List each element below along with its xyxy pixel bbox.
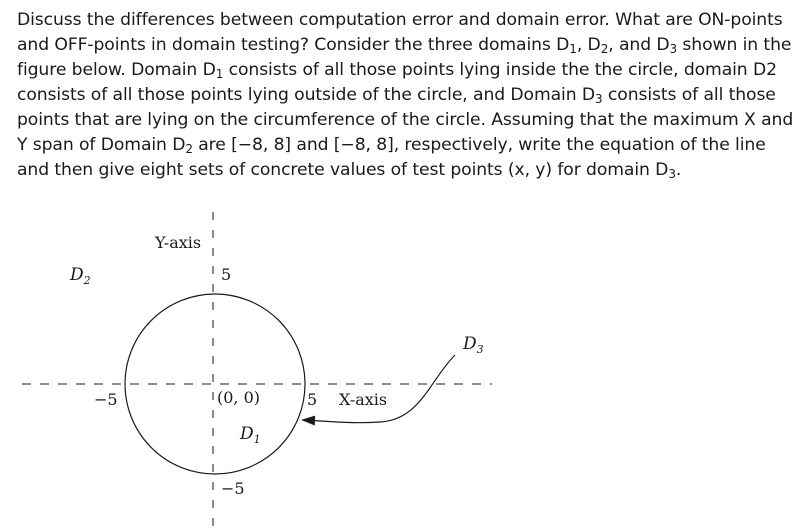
d3-letter: D [463, 334, 477, 354]
d1-subscript: 1 [253, 433, 261, 446]
domain-circle [125, 294, 305, 474]
d2-letter: D [70, 265, 84, 285]
question-part-2: , D [576, 35, 601, 55]
question-part-3: , and D [608, 35, 670, 55]
question-text [17, 8, 797, 183]
x-axis-label: X-axis [339, 390, 388, 409]
d3-subscript: 3 [476, 343, 484, 356]
subscript-4: 1 [215, 67, 224, 81]
domain-d2-label [69, 265, 91, 287]
d2-subscript: 2 [83, 274, 91, 287]
y-axis-label: Y-axis [155, 233, 202, 252]
d1-letter: D [240, 424, 254, 444]
tick-y-positive: 5 [221, 265, 232, 284]
subscript-5: 3 [595, 92, 603, 106]
tick-x-positive: 5 [307, 390, 318, 409]
question-part-4: shown in the figure below. Domain D [17, 35, 797, 80]
subscript-2: 2 [600, 42, 609, 56]
question-part-5: consists of all those points lying inside the the circle, domain D2 consists of all those points lying outside of the circle, and Domain D [17, 60, 783, 105]
subscript-6: 2 [185, 142, 193, 156]
origin-label: (0, 0) [217, 388, 261, 407]
question-part-6: consists of all those points that are lying on the circumference of the circle. Assuming that the maximum X and Y span of Domain D [17, 85, 799, 155]
tick-y-negative: −5 [221, 479, 245, 498]
tick-x-negative: −5 [94, 390, 118, 409]
domain-d3-label [462, 334, 484, 356]
subscript-3: 3 [669, 42, 678, 56]
d3-pointer-arrow [303, 355, 455, 423]
question-part-8: . [675, 160, 682, 180]
subscript-7: 3 [668, 167, 676, 181]
question-part-7: are [−8, 8] and [−8, 8], respectively, write the equation of the line and then give eight sets of concrete values of test points (x, y) for domain D [17, 135, 772, 180]
question-part-1: Discuss the differences between computation error and domain error. What are ON-points and OFF-points in domain testing? Consider the three domains D [17, 10, 788, 55]
domain-d1-label [239, 424, 261, 446]
subscript-1: 1 [569, 42, 577, 56]
